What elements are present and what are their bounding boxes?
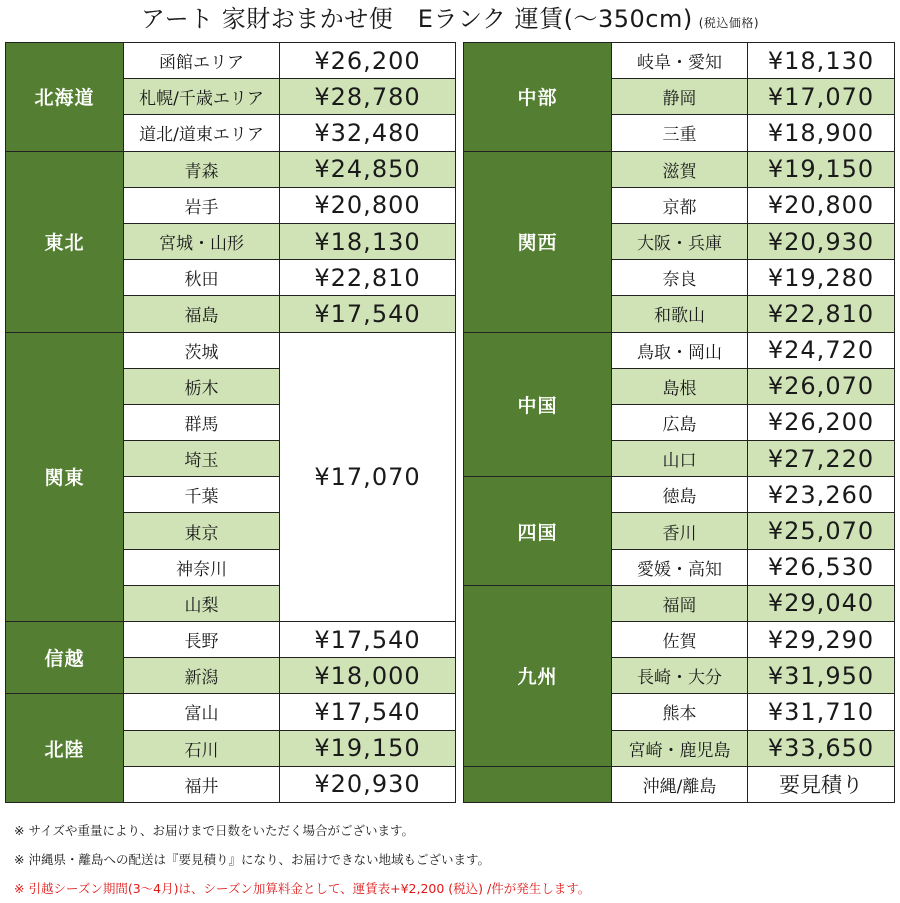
pref-cell: 岐阜・愛知 <box>612 43 748 79</box>
price-cell: ¥24,850 <box>280 151 456 187</box>
pref-cell: 鳥取・岡山 <box>612 332 748 368</box>
pref-cell: 和歌山 <box>612 296 748 332</box>
table-row <box>6 43 456 79</box>
pref-cell: 三重 <box>612 115 748 151</box>
pref-cell: 石川 <box>124 730 280 766</box>
pref-cell: 東京 <box>124 513 280 549</box>
note-season-surcharge: ※ 引越シーズン期間(3～4月)は、シーズン加算料金として、運賃表+¥2,200 (税込) /件が発生します。 <box>14 881 591 896</box>
pref-cell: 群馬 <box>124 404 280 440</box>
title-main: アート 家財おまかせ便 Eランク 運賃(～350cm) <box>140 5 693 33</box>
pref-cell: 徳島 <box>612 477 748 513</box>
pref-cell: 函館エリア <box>124 43 280 79</box>
pref-cell: 福井 <box>124 766 280 802</box>
table-row <box>464 151 895 187</box>
pref-cell: 香川 <box>612 513 748 549</box>
region-kansai: 関西 <box>464 151 612 332</box>
price-cell: ¥17,540 <box>280 622 456 658</box>
region-tohoku: 東北 <box>6 151 124 332</box>
pref-cell: 青森 <box>124 151 280 187</box>
table-row <box>464 766 895 802</box>
pref-cell: 長崎・大分 <box>612 658 748 694</box>
region-shikoku: 四国 <box>464 477 612 586</box>
table-row <box>6 332 456 368</box>
quote-required-cell: 要見積り <box>748 766 895 802</box>
table-row <box>464 332 895 368</box>
price-cell: ¥25,070 <box>748 513 895 549</box>
pref-cell: 富山 <box>124 694 280 730</box>
pref-cell: 京都 <box>612 187 748 223</box>
price-cell: ¥26,530 <box>748 549 895 585</box>
price-cell: ¥22,810 <box>280 260 456 296</box>
price-cell: ¥33,650 <box>748 730 895 766</box>
region-chugoku: 中国 <box>464 332 612 477</box>
price-cell: ¥19,280 <box>748 260 895 296</box>
pref-cell: 沖縄/離島 <box>612 766 748 802</box>
price-cell: ¥17,070 <box>748 79 895 115</box>
pref-cell: 静岡 <box>612 79 748 115</box>
pref-cell: 岩手 <box>124 187 280 223</box>
note-okinawa: ※ 沖縄県・離島への配送は『要見積り』になり、お届けできない地域もございます。 <box>14 852 490 867</box>
price-cell: ¥31,950 <box>748 658 895 694</box>
pref-cell: 道北/道東エリア <box>124 115 280 151</box>
price-cell: ¥19,150 <box>280 730 456 766</box>
price-cell: ¥28,780 <box>280 79 456 115</box>
pref-cell: 福岡 <box>612 585 748 621</box>
pref-cell: 新潟 <box>124 658 280 694</box>
price-cell: ¥23,260 <box>748 477 895 513</box>
pref-cell: 島根 <box>612 368 748 404</box>
region-okinawa <box>464 766 612 802</box>
table-row <box>6 622 456 658</box>
pref-cell: 熊本 <box>612 694 748 730</box>
rate-table-left <box>5 42 456 803</box>
pref-cell: 佐賀 <box>612 622 748 658</box>
price-cell: ¥19,150 <box>748 151 895 187</box>
price-cell: ¥18,130 <box>280 223 456 259</box>
price-cell: ¥22,810 <box>748 296 895 332</box>
pref-cell: 奈良 <box>612 260 748 296</box>
pref-cell: 山口 <box>612 441 748 477</box>
pref-cell: 福島 <box>124 296 280 332</box>
price-cell: ¥31,710 <box>748 694 895 730</box>
price-cell: ¥32,480 <box>280 115 456 151</box>
tax-note: (税込価格) <box>698 16 760 30</box>
table-row <box>464 477 895 513</box>
table-row <box>464 43 895 79</box>
pref-cell: 大阪・兵庫 <box>612 223 748 259</box>
pref-cell: 愛媛・高知 <box>612 549 748 585</box>
pref-cell: 長野 <box>124 622 280 658</box>
price-cell: ¥29,040 <box>748 585 895 621</box>
pref-cell: 栃木 <box>124 368 280 404</box>
price-cell: ¥26,070 <box>748 368 895 404</box>
pref-cell: 秋田 <box>124 260 280 296</box>
table-row <box>6 151 456 187</box>
pref-cell: 茨城 <box>124 332 280 368</box>
rate-table-right <box>463 42 895 803</box>
region-hokkaido: 北海道 <box>6 43 124 152</box>
price-cell: ¥20,930 <box>280 766 456 802</box>
pref-cell: 山梨 <box>124 585 280 621</box>
table-row <box>6 694 456 730</box>
price-cell: ¥17,540 <box>280 296 456 332</box>
pref-cell: 神奈川 <box>124 549 280 585</box>
kanto-shared-price: ¥17,070 <box>280 332 456 622</box>
price-cell: ¥17,540 <box>280 694 456 730</box>
price-cell: ¥27,220 <box>748 441 895 477</box>
pref-cell: 千葉 <box>124 477 280 513</box>
region-hokuriku: 北陸 <box>6 694 124 803</box>
price-cell: ¥18,000 <box>280 658 456 694</box>
region-shinetsu: 信越 <box>6 622 124 694</box>
notes-section <box>14 816 590 903</box>
pref-cell: 埼玉 <box>124 441 280 477</box>
region-chubu: 中部 <box>464 43 612 152</box>
price-cell: ¥20,800 <box>748 187 895 223</box>
pref-cell: 滋賀 <box>612 151 748 187</box>
price-cell: ¥24,720 <box>748 332 895 368</box>
pref-cell: 札幌/千歳エリア <box>124 79 280 115</box>
price-cell: ¥18,900 <box>748 115 895 151</box>
note-delivery-days: ※ サイズや重量により、お届けまで日数をいただく場合がございます。 <box>14 823 414 838</box>
price-cell: ¥26,200 <box>280 43 456 79</box>
table-row <box>464 585 895 621</box>
price-cell: ¥18,130 <box>748 43 895 79</box>
price-cell: ¥20,800 <box>280 187 456 223</box>
region-kanto: 関東 <box>6 332 124 622</box>
price-cell: ¥29,290 <box>748 622 895 658</box>
region-kyushu: 九州 <box>464 585 612 766</box>
pref-cell: 宮城・山形 <box>124 223 280 259</box>
pref-cell: 広島 <box>612 404 748 440</box>
pref-cell: 宮崎・鹿児島 <box>612 730 748 766</box>
price-cell: ¥20,930 <box>748 223 895 259</box>
price-cell: ¥26,200 <box>748 404 895 440</box>
page-title <box>0 2 900 40</box>
